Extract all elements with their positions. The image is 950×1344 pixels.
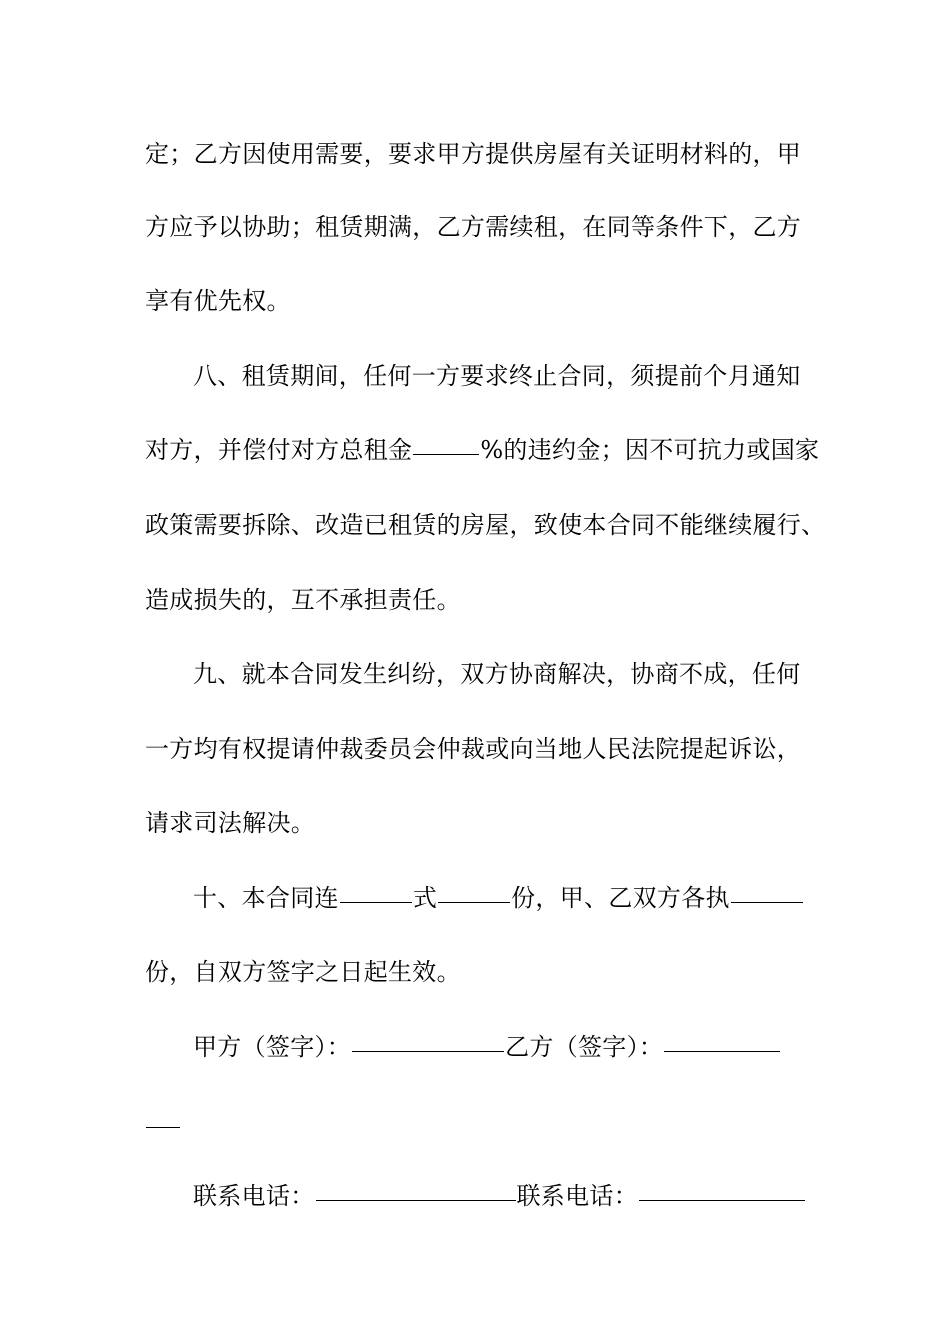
paragraph-8-line-4 bbox=[145, 580, 815, 620]
party-a-phone-blank[interactable] bbox=[316, 1199, 516, 1201]
text-segment: 对方，并偿付对方总租金 bbox=[145, 436, 413, 464]
paragraph-8-line-2 bbox=[145, 430, 820, 470]
paragraph-7-line-1 bbox=[145, 134, 815, 174]
copies-each-blank[interactable] bbox=[731, 901, 803, 903]
text-segment: 式 bbox=[412, 884, 438, 912]
party-b-signature-blank[interactable] bbox=[664, 1050, 780, 1052]
party-b-phone-blank[interactable] bbox=[639, 1199, 805, 1201]
text-segment: %的违约金；因不可抗力或国家 bbox=[480, 436, 820, 464]
copies-count-blank[interactable] bbox=[438, 901, 510, 903]
party-a-phone-label: 联系电话： bbox=[193, 1182, 315, 1210]
text-segment: 一方均有权提请仲裁委员会仲裁或向当地人民法院提起诉讼， bbox=[145, 735, 802, 763]
paragraph-9-line-1 bbox=[193, 654, 863, 694]
text-segment: 定；乙方因使用需要，要求甲方提供房屋有关证明材料的，甲 bbox=[145, 140, 802, 168]
phone-line bbox=[193, 1176, 863, 1216]
text-segment: 十、本合同连 bbox=[193, 884, 339, 912]
text-segment: 九、就本合同发生纠纷，双方协商解决，协商不成，任何 bbox=[193, 660, 801, 688]
paragraph-10-line-2 bbox=[145, 952, 815, 992]
text-segment: 份，自双方签字之日起生效。 bbox=[145, 958, 461, 986]
text-segment: 份，甲、乙双方各执 bbox=[511, 884, 730, 912]
text-segment: 享有优先权。 bbox=[145, 287, 291, 315]
penalty-percent-blank[interactable] bbox=[413, 453, 479, 455]
party-b-phone-label: 联系电话： bbox=[516, 1182, 638, 1210]
paragraph-10-line-1 bbox=[193, 878, 863, 918]
paragraph-7-line-3 bbox=[145, 281, 815, 321]
text-segment: 造成损失的，互不承担责任。 bbox=[145, 586, 461, 614]
text-segment: 政策需要拆除、改造已租赁的房屋，致使本合同不能继续履行、 bbox=[145, 511, 826, 539]
paragraph-8-line-1 bbox=[193, 356, 863, 396]
text-segment: 八、租赁期间，任何一方要求终止合同，须提前个月通知 bbox=[193, 362, 801, 390]
copies-total-blank[interactable] bbox=[340, 901, 412, 903]
paragraph-9-line-2 bbox=[145, 729, 815, 769]
party-b-signature-blank-continued[interactable] bbox=[146, 1126, 180, 1128]
text-segment: 方应予以协助；租赁期满，乙方需续租，在同等条件下，乙方 bbox=[145, 213, 802, 241]
party-a-signature-label: 甲方（签字）： bbox=[193, 1033, 352, 1061]
paragraph-8-line-3 bbox=[145, 505, 826, 545]
paragraph-7-line-2 bbox=[145, 207, 815, 247]
signature-line-continued bbox=[145, 1103, 815, 1143]
signature-line bbox=[193, 1027, 863, 1067]
text-segment: 请求司法解决。 bbox=[145, 809, 316, 837]
paragraph-9-line-3 bbox=[145, 803, 815, 843]
party-b-signature-label: 乙方（签字）： bbox=[505, 1033, 664, 1061]
party-a-signature-blank[interactable] bbox=[352, 1050, 504, 1052]
